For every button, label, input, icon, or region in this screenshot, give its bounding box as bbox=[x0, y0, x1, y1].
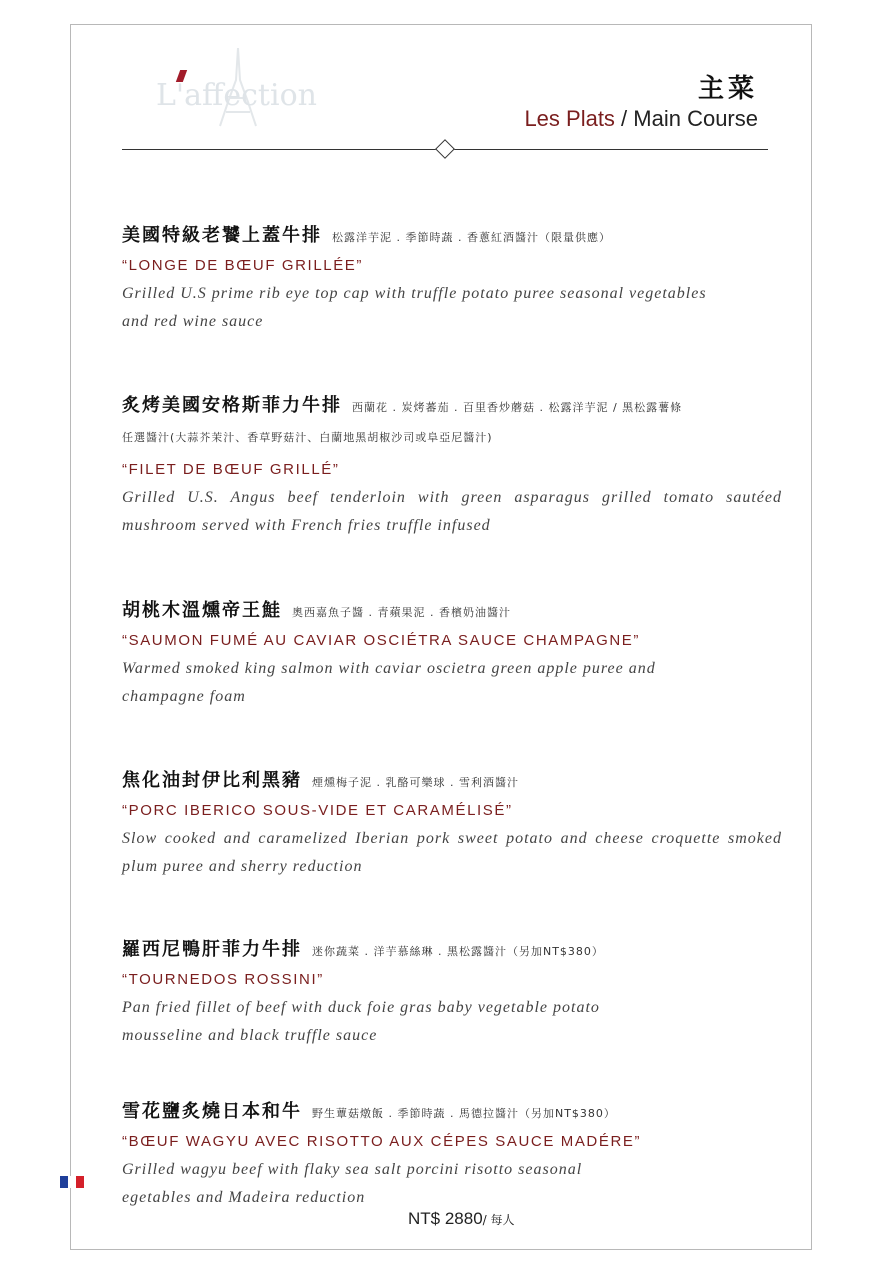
dish-name-fr: “LONGE DE BŒUF GRILLÉE” bbox=[122, 257, 364, 274]
logo-text: L'affection bbox=[156, 78, 317, 113]
dish-name-fr: “FILET DE BŒUF GRILLÉ” bbox=[122, 461, 340, 478]
dish-name-zh: 雪花鹽炙燒日本和牛 bbox=[122, 1101, 302, 1122]
dish-name-fr: “SAUMON FUMÉ AU CAVIAR OSCIÉTRA SAUCE CHAMPAGNE” bbox=[122, 632, 640, 649]
price-per-person: / 每人 bbox=[482, 1213, 515, 1227]
dish-item bbox=[122, 938, 782, 1050]
dish-sauce-options-zh: 任選醬汁(大蒜芥茉汁、香草野菇汁、白蘭地黑胡椒沙司或阜亞尼醬汁) bbox=[122, 431, 493, 444]
title-separator: / bbox=[614, 106, 634, 131]
page-title-zh: 主菜 bbox=[697, 74, 758, 104]
dish-name-line bbox=[122, 769, 782, 795]
title-en: Main Course bbox=[633, 106, 758, 131]
flag-stripe-blue bbox=[60, 1176, 68, 1188]
dish-name-fr: “TOURNEDOS ROSSINI” bbox=[122, 971, 324, 988]
dish-name-line bbox=[122, 394, 782, 420]
dish-name-zh: 胡桃木溫燻帝王鮭 bbox=[122, 600, 282, 621]
dish-description-en: Slow cooked and caramelized Iberian pork sweet potato and cheese croquette smoked plum puree and sherry reduction bbox=[122, 830, 782, 875]
dish-sides-zh: 奧西嘉魚子醬 . 青蘋果泥 . 香檳奶油醬汁 bbox=[292, 606, 511, 619]
page-title bbox=[524, 106, 758, 132]
dish-name-zh: 美國特級老饕上蓋牛排 bbox=[122, 225, 322, 246]
dish-description-en: Pan fried fillet of beef with duck foie gras baby vegetable potato mousseline and black truffle sauce bbox=[122, 999, 600, 1044]
dish-name-zh: 炙烤美國安格斯菲力牛排 bbox=[122, 395, 342, 416]
dish-name-fr: “BŒUF WAGYU AVEC RISOTTO AUX CÉPES SAUCE MADÉRE” bbox=[122, 1133, 642, 1150]
dish-sides-zh: 西蘭花 . 炭烤蕃茄 . 百里香炒蘑菇 . 松露洋芋泥 / 黑松露薯條 bbox=[352, 401, 683, 414]
dish-sides-zh: 迷你蔬菜 . 洋芋慕絲琳 . 黑松露醬汁（另加NT$380） bbox=[312, 945, 604, 958]
dish-item bbox=[122, 224, 782, 336]
flag-stripe-white bbox=[68, 1176, 76, 1188]
title-fr: Les Plats bbox=[524, 106, 615, 131]
dish-description-en: Grilled U.S prime rib eye top cap with truffle potato puree seasonal vegetables and red wine sauce bbox=[122, 285, 707, 330]
dish-name-fr: “PORC IBERICO SOUS-VIDE ET CARAMÉLISÉ” bbox=[122, 802, 513, 819]
dish-sides-zh: 松露洋芋泥 . 季節時蔬 . 香蔥紅酒醬汁（限量供應） bbox=[332, 231, 611, 244]
flag-stripe-red bbox=[76, 1176, 84, 1188]
dish-description-en: Warmed smoked king salmon with caviar oscietra green apple puree and champagne foam bbox=[122, 660, 656, 705]
price-amount: NT$ 2880 bbox=[408, 1209, 483, 1228]
dish-sides-zh: 野生蕈菇燉飯 . 季節時蔬 . 馬德拉醬汁（另加NT$380） bbox=[312, 1107, 616, 1120]
dish-name-zh: 焦化油封伊比利黑豬 bbox=[122, 770, 302, 791]
dish-name-line bbox=[122, 938, 782, 964]
dish-item bbox=[122, 1100, 782, 1212]
french-flag-icon bbox=[60, 1176, 84, 1188]
dish-name-zh: 羅西尼鴨肝菲力牛排 bbox=[122, 939, 302, 960]
dish-description-en: Grilled wagyu beef with flaky sea salt porcini risotto seasonal egetables and Madeira reduction bbox=[122, 1161, 583, 1206]
dish-sides-zh: 煙燻梅子泥 . 乳酪可樂球 . 雪利酒醬汁 bbox=[312, 776, 519, 789]
dish-item bbox=[122, 769, 782, 881]
dish-name-line bbox=[122, 224, 782, 250]
dish-item bbox=[122, 599, 782, 711]
restaurant-logo bbox=[150, 40, 340, 130]
dish-description-en: Grilled U.S. Angus beef tenderloin with green asparagus grilled tomato sautéed mushroom served with French fries truffle infused bbox=[122, 489, 782, 534]
dish-name-line bbox=[122, 1100, 782, 1126]
dish-name-line bbox=[122, 599, 782, 625]
set-price bbox=[408, 1209, 515, 1229]
dish-item bbox=[122, 394, 782, 540]
